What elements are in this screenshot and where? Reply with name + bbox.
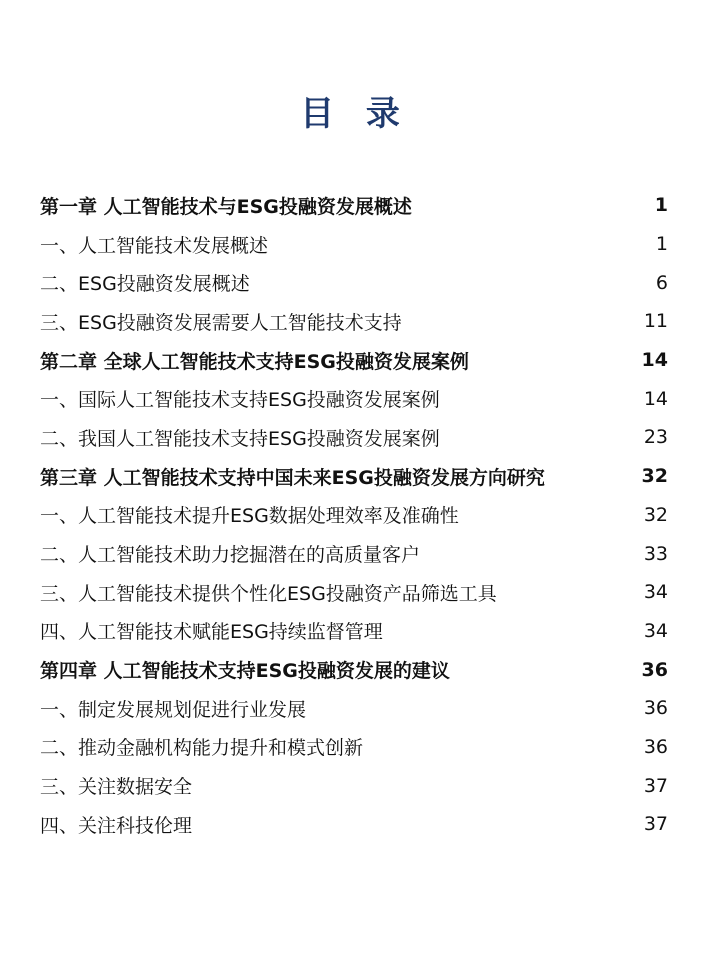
toc-entry-title: 第一章 人工智能技术与ESG投融资发展概述 <box>40 195 412 218</box>
toc-chapter-entry[interactable] <box>40 341 668 380</box>
toc-chapter-entry[interactable] <box>40 186 668 225</box>
toc-page-number: 1 <box>655 233 668 256</box>
toc-section-entry[interactable] <box>40 689 668 728</box>
toc-entry-title: 三、ESG投融资发展需要人工智能技术支持 <box>40 311 402 334</box>
toc-section-entry[interactable] <box>40 805 668 844</box>
toc-page-number: 37 <box>643 813 668 836</box>
toc-section-entry[interactable] <box>40 225 668 264</box>
toc-list <box>40 186 668 844</box>
toc-section-entry[interactable] <box>40 418 668 457</box>
toc-section-entry[interactable] <box>40 379 668 418</box>
toc-entry-title: 三、关注数据安全 <box>40 776 193 799</box>
toc-entry-title: 二、ESG投融资发展概述 <box>40 273 250 296</box>
toc-page-number: 14 <box>643 387 668 410</box>
toc-entry-title: 第二章 全球人工智能技术支持ESG投融资发展案例 <box>40 350 469 373</box>
toc-section-entry[interactable] <box>40 573 668 612</box>
toc-page-number: 23 <box>643 426 668 449</box>
toc-page-number: 34 <box>643 581 668 604</box>
toc-entry-title: 一、人工智能技术提升ESG数据处理效率及准确性 <box>40 505 459 528</box>
toc-page-number: 34 <box>643 619 668 642</box>
toc-page-number: 33 <box>643 542 668 565</box>
toc-entry-title: 第四章 人工智能技术支持ESG投融资发展的建议 <box>40 660 450 683</box>
toc-entry-title: 四、关注科技伦理 <box>40 814 193 837</box>
toc-page-number: 36 <box>641 658 668 681</box>
toc-page-number: 32 <box>641 465 668 488</box>
toc-page-number: 36 <box>643 697 668 720</box>
toc-page-number: 11 <box>643 310 668 333</box>
toc-entry-title: 二、我国人工智能技术支持ESG投融资发展案例 <box>40 427 440 450</box>
toc-entry-title: 三、人工智能技术提供个性化ESG投融资产品筛选工具 <box>40 582 497 605</box>
toc-section-entry[interactable] <box>40 263 668 302</box>
toc-page-number: 1 <box>654 194 668 217</box>
toc-entry-title: 四、人工智能技术赋能ESG持续监督管理 <box>40 621 383 644</box>
toc-section-entry[interactable] <box>40 302 668 341</box>
toc-page-number: 32 <box>643 503 668 526</box>
toc-entry-title: 二、人工智能技术助力挖掘潜在的高质量客户 <box>40 544 421 567</box>
toc-page-number: 6 <box>655 271 668 294</box>
toc-page-number: 36 <box>643 735 668 758</box>
toc-chapter-entry[interactable] <box>40 650 668 689</box>
toc-section-entry[interactable] <box>40 728 668 767</box>
toc-section-entry[interactable] <box>40 496 668 535</box>
toc-entry-title: 一、国际人工智能技术支持ESG投融资发展案例 <box>40 389 440 412</box>
toc-section-entry[interactable] <box>40 612 668 651</box>
toc-entry-title: 一、人工智能技术发展概述 <box>40 234 269 257</box>
toc-page-number: 14 <box>641 349 668 372</box>
toc-page-number: 37 <box>643 774 668 797</box>
toc-entry-title: 一、制定发展规划促进行业发展 <box>40 698 307 721</box>
toc-chapter-entry[interactable] <box>40 457 668 496</box>
toc-section-entry[interactable] <box>40 534 668 573</box>
page-title: 目 录 <box>300 94 410 134</box>
toc-section-entry[interactable] <box>40 766 668 805</box>
toc-entry-title: 第三章 人工智能技术支持中国未来ESG投融资发展方向研究 <box>40 466 545 489</box>
toc-entry-title: 二、推动金融机构能力提升和模式创新 <box>40 737 364 760</box>
